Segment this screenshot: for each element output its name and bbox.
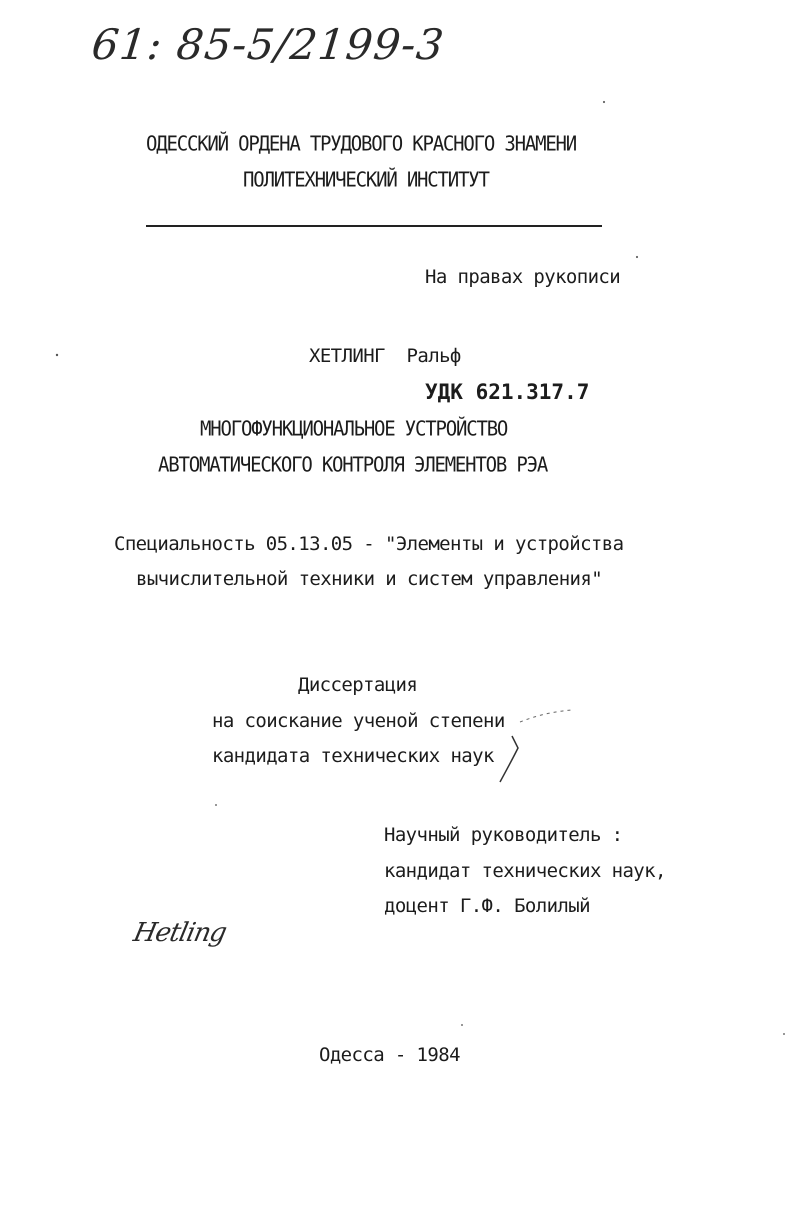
author-name: ХЕТЛИНГ Ральф bbox=[309, 345, 461, 367]
specialty-line-2: вычислительной техники и систем управления" bbox=[136, 568, 603, 590]
speck-1 bbox=[56, 354, 58, 356]
title-line-2: АВТОМАТИЧЕСКОГО КОНТРОЛЯ ЭЛЕМЕНТОВ РЭА bbox=[158, 453, 548, 477]
speck-6 bbox=[783, 1033, 785, 1035]
speck-3 bbox=[603, 101, 605, 103]
title-line-1: МНОГОФУНКЦИОНАЛЬНОЕ УСТРОЙСТВО bbox=[200, 417, 508, 441]
degree-line-2: на соискание ученой степени bbox=[212, 710, 505, 732]
degree-line-3: кандидата технических наук bbox=[212, 745, 494, 767]
speck-5 bbox=[461, 1024, 463, 1026]
archive-number: 61: 85-5/2199-3 bbox=[89, 20, 447, 69]
institution-line-2: ПОЛИТЕХНИЧЕСКИЙ ИНСТИТУТ bbox=[243, 168, 489, 192]
specialty-line-1: Специальность 05.13.05 - "Элементы и устройства bbox=[114, 533, 624, 555]
supervisor-line-2: кандидат технических наук, bbox=[384, 860, 666, 882]
institution-line-1: ОДЕССКИЙ ОРДЕНА ТРУДОВОГО КРАСНОГО ЗНАМЕНИ bbox=[146, 132, 577, 156]
speck-4 bbox=[215, 804, 217, 806]
place-year: Одесса - 1984 bbox=[319, 1044, 460, 1066]
supervisor-line-3: доцент Г.Ф. Болилый bbox=[384, 895, 590, 917]
dashed-pen-trace bbox=[520, 710, 572, 722]
supervisor-line-1: Научный руководитель : bbox=[384, 824, 623, 846]
udk-code: УДК 621.317.7 bbox=[425, 380, 590, 404]
pen-stroke-near-nauk bbox=[500, 736, 518, 782]
manuscript-rights: На правах рукописи bbox=[425, 266, 621, 288]
speck-2 bbox=[636, 256, 638, 258]
signature: Hetling bbox=[130, 918, 229, 948]
degree-line-1: Диссертация bbox=[298, 674, 418, 696]
